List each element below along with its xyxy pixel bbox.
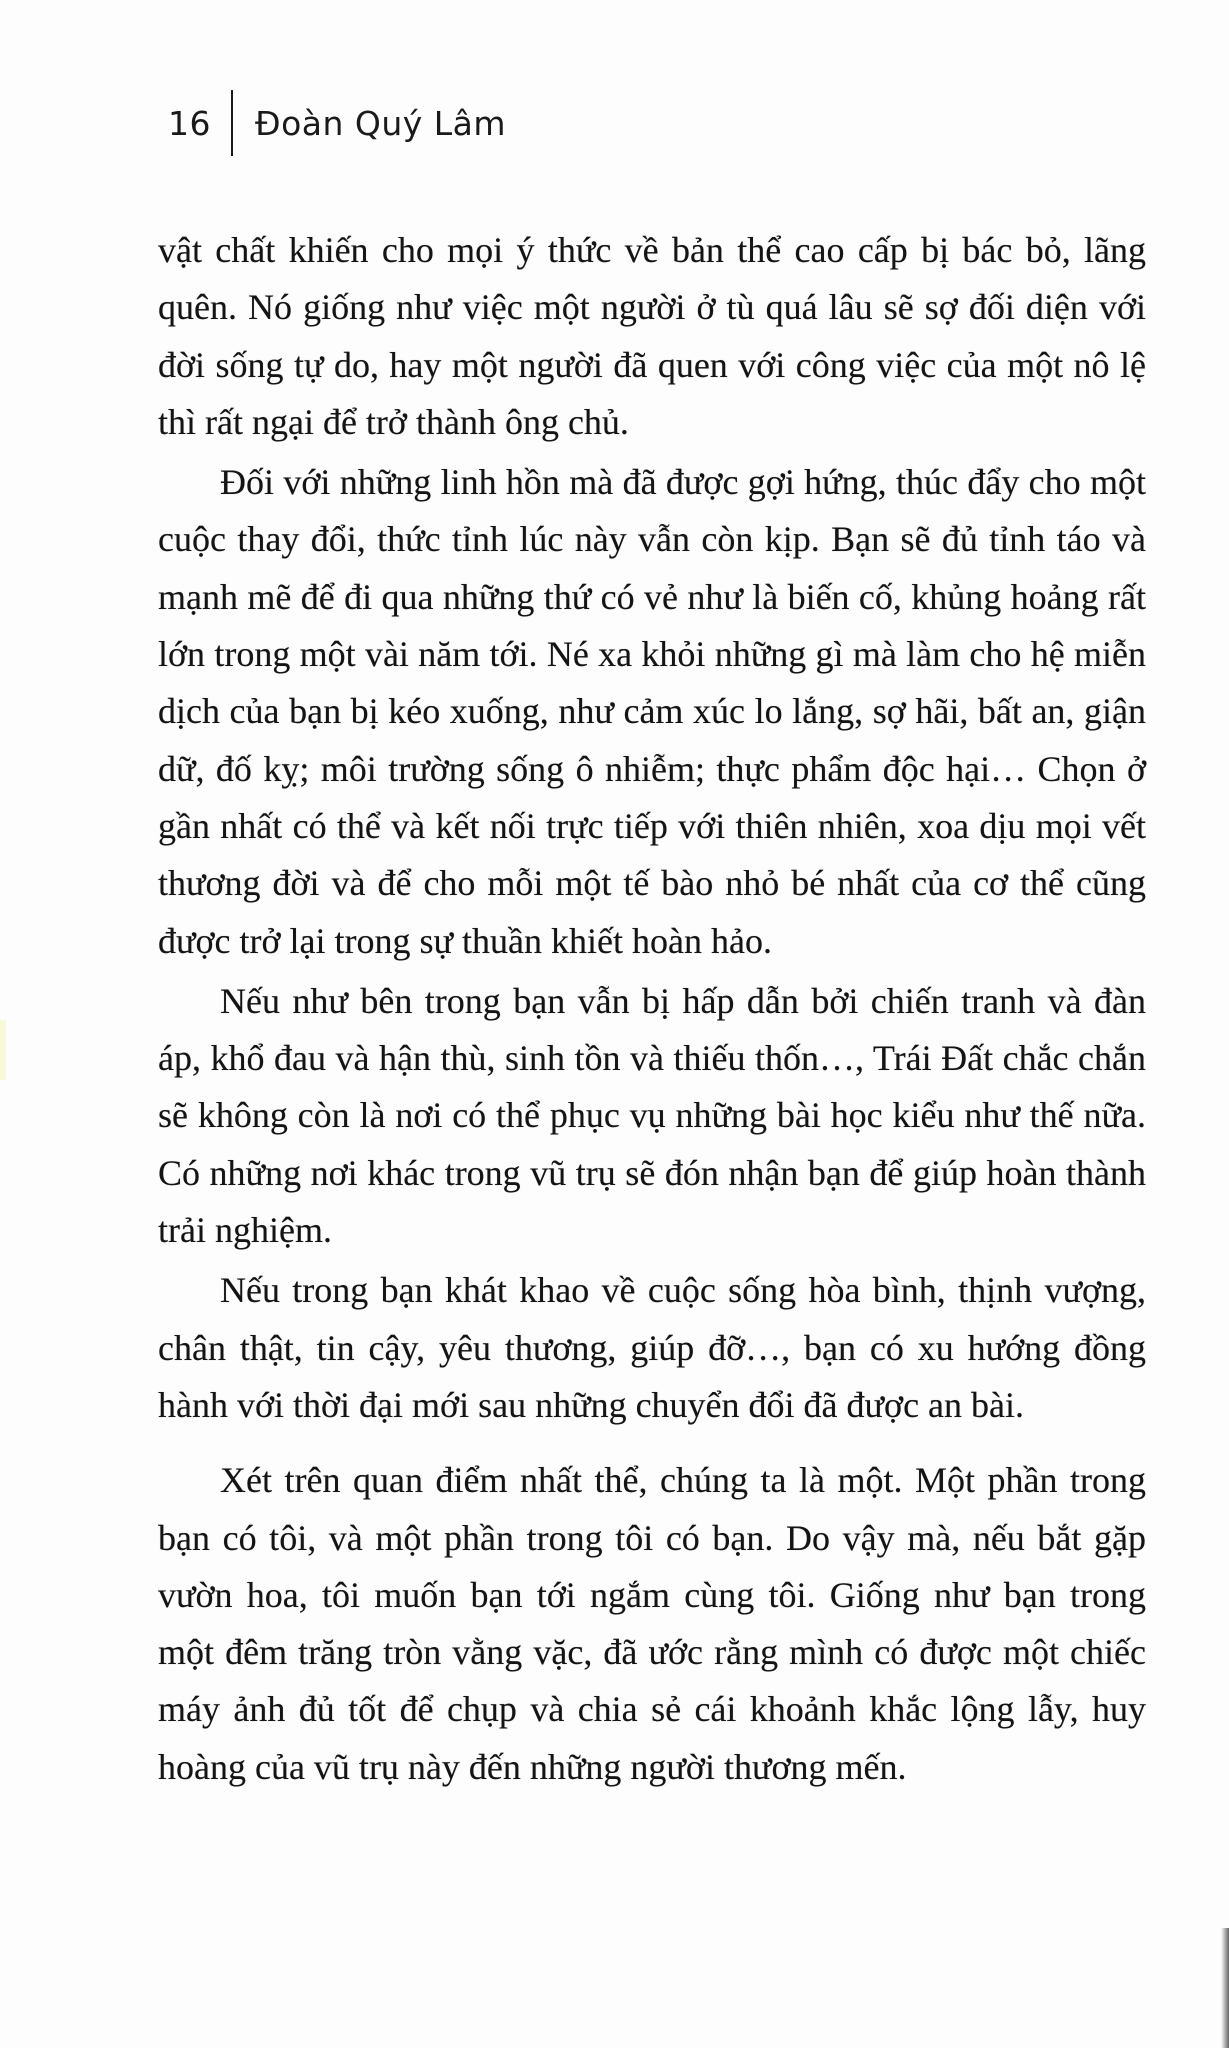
page-number: 16: [168, 103, 211, 143]
body-text: [158, 222, 1146, 1796]
paragraph-4: Nếu trong bạn khát khao về cuộc sống hòa bình, thịnh vượng, chân thật, tin cậy, yêu thương, giúp đỡ…, bạn có xu hướng đồng hành với thời đại mới sau những chuyển đổi đã được an bài.: [158, 1270, 1146, 1425]
paragraph-2: Đối với những linh hồn mà đã được gợi hứng, thúc đẩy cho một cuộc thay đổi, thức tỉnh lúc này vẫn còn kịp. Bạn sẽ đủ tỉnh táo và mạnh mẽ để đi qua những thứ có vẻ như là biến cố, khủng hoảng rất lớn trong một vài năm tới. Né xa khỏi những gì mà làm cho hệ miễn dịch của bạn bị kéo xuống, như cảm xúc lo lắng, sợ hãi, bất an, giận dữ, đố kỵ; môi trường sống ô nhiễm; thực phẩm độc hại… Chọn ở gần nhất có thể và kết nối trực tiếp với thiên nhiên, xoa dịu mọi vết thương đời và để cho mỗi một tế bào nhỏ bé nhất của cơ thể cũng được trở lại trong sự thuần khiết hoàn hảo.: [158, 462, 1146, 961]
running-head: [168, 88, 506, 158]
header-divider: [231, 90, 233, 156]
page-edge-shadow: [1221, 1928, 1229, 2048]
paragraph-1: vật chất khiến cho mọi ý thức về bản thể cao cấp bị bác bỏ, lãng quên. Nó giống như việc một người ở tù quá lâu sẽ sợ đối diện với đời sống tự do, hay một người đã quen với công việc của một nô lệ thì rất ngại để trở thành ông chủ.: [158, 230, 1146, 442]
paragraph-3: Nếu như bên trong bạn vẫn bị hấp dẫn bởi chiến tranh và đàn áp, khổ đau và hận thù, sinh tồn và thiếu thốn…, Trái Đất chắc chắn sẽ không còn là nơi có thể phục vụ những bài học kiểu như thế nữa. Có những nơi khác trong vũ trụ sẽ đón nhận bạn để giúp hoàn thành trải nghiệm.: [158, 980, 1146, 1251]
author-name: Đoàn Quý Lâm: [255, 103, 507, 143]
page-edge-tint: [0, 1020, 6, 1080]
paragraph-5: Xét trên quan điểm nhất thể, chúng ta là một. Một phần trong bạn có tôi, và một phần trong tôi có bạn. Do vậy mà, nếu bắt gặp vườn hoa, tôi muốn bạn tới ngắm cùng tôi. Giống như bạn trong một đêm trăng tròn vằng vặc, đã ước rằng mình có được một chiếc máy ảnh đủ tốt để chụp và chia sẻ cái khoảnh khắc lộng lẫy, huy hoàng của vũ trụ này đến những người thương mến.: [158, 1460, 1146, 1787]
